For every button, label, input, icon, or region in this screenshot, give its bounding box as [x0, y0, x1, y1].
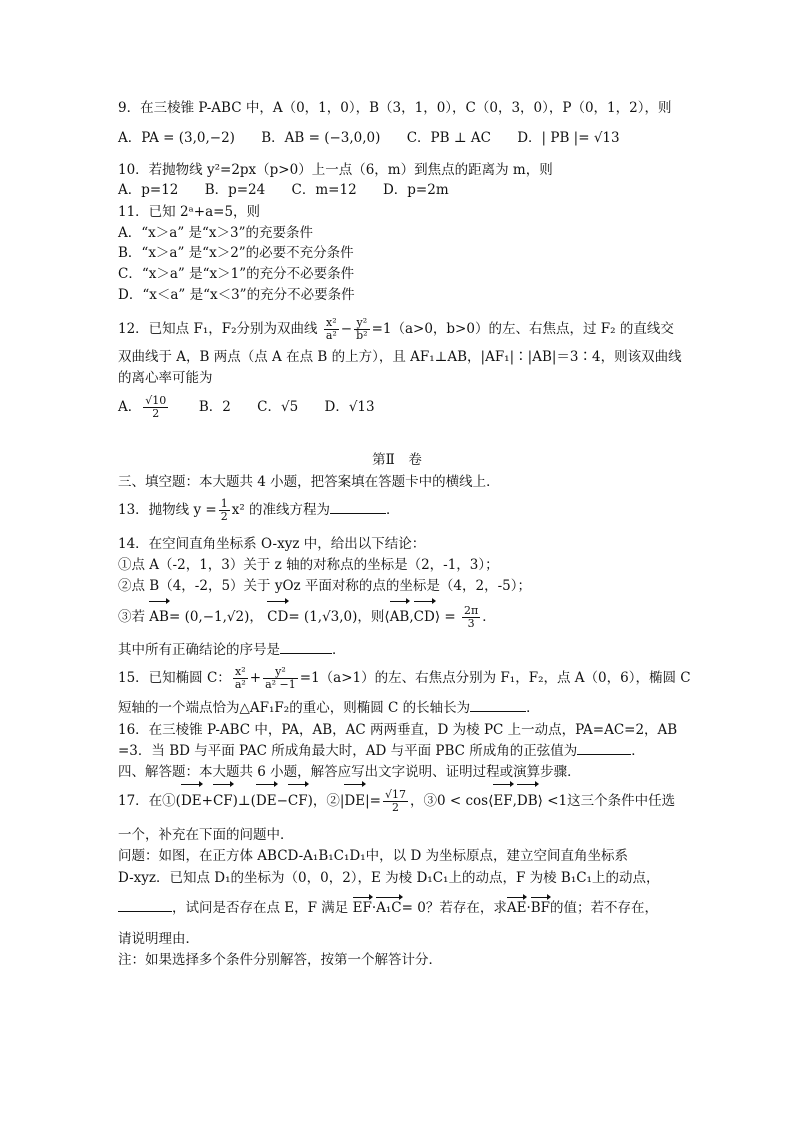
text: ．	[332, 642, 346, 658]
answer-blank	[330, 501, 386, 514]
text: ，试问是否存在点 E，F 满足	[172, 900, 349, 916]
text: +	[201, 793, 213, 809]
q12-line1: 12．已知点 F₁，F₂分别为双曲线 $\frac{\text{x²}}{\text{a²}}$ − $\frac{\text{y²}}{\text{b²}}$ =1（a>0，b>0）的左、右焦点，过 F₂ 的直线交	[118, 316, 674, 342]
text: ⟩ =	[434, 609, 456, 625]
q11-option-a: A．“x＞a” 是“x＞3”的充要条件	[118, 225, 314, 241]
vector-ab: AB	[390, 603, 410, 631]
q11-stem: 11．已知 2ᵃ+a=5，则	[118, 204, 261, 220]
q9-option-a: A．PA = (3,0,−2)	[118, 130, 235, 146]
q12-line3: 的离心率可能为	[118, 370, 213, 386]
q16-line1: 16．在三棱锥 P-ABC 中，PA，AB，AC 两两垂直，D 为棱 PC 上一动点，PA=AC=2，AB	[118, 722, 678, 738]
fraction	[263, 666, 298, 691]
text: )，②|	[307, 793, 345, 809]
text: ·	[526, 900, 531, 916]
numerator: 2π	[463, 604, 479, 617]
q12-option-b: B．2	[198, 399, 231, 415]
q12-options	[118, 392, 375, 422]
text: |=	[365, 793, 381, 809]
q17-line5	[118, 899, 658, 917]
text: +	[249, 670, 262, 686]
text: −	[276, 793, 288, 809]
denominator: a²	[325, 329, 337, 342]
text: =1（a>1）的左、右焦点分别为 F₁，F₂，点 A（0，6），椭圆 C	[299, 670, 691, 686]
q14-stem: 14．在空间直角坐标系 O-xyz 中，给出以下结论：	[118, 536, 426, 552]
q12-option-d: D．√13	[324, 399, 375, 415]
text: ③若	[118, 609, 145, 625]
answer-section-heading: 四、解答题：本大题共 6 小题，解答应写出文字说明、证明过程或演算步骤．	[118, 764, 581, 780]
q15-line2	[118, 699, 540, 717]
vector-ef: EF	[493, 786, 512, 816]
denominator: a²	[234, 678, 246, 691]
vector-a1c: A₁C	[376, 900, 402, 916]
fraction	[233, 666, 248, 691]
q17-line6: 请说明理由．	[118, 931, 199, 947]
vector-cd: CD	[414, 603, 435, 631]
denominator: 2	[220, 510, 228, 523]
fill-in-heading: 三、填空题：本大题共 4 小题，把答案填在答题卡中的横线上．	[118, 474, 500, 490]
q12-text-post: =1（a>0，b>0）的左、右焦点，过 F₂ 的直线交	[371, 321, 674, 337]
q12-option-a-label: A．	[118, 399, 142, 415]
text: ,	[409, 609, 414, 625]
vector-de: DE	[344, 786, 365, 816]
answer-blank	[470, 699, 526, 712]
answer-blank	[577, 742, 631, 755]
vector-bf: BF	[530, 900, 551, 916]
text: = (1,√3,0)，则⟨	[288, 609, 390, 625]
q9-options	[118, 129, 620, 147]
numerator: y²	[354, 317, 369, 330]
vector-ae: AE	[506, 900, 527, 916]
q14-statement-2: ②点 B（4，-2，5）关于 yOz 平面对称的点的坐标是（4，2，-5）；	[118, 578, 532, 594]
text: =3．当 BD 与平面 PAC 所成角最大时，AD 与平面 PBC 所成角的正弦值为	[118, 743, 578, 759]
q17-line2: 一个，补充在下面的问题中．	[118, 827, 294, 843]
q12-option-c: C．√5	[257, 399, 299, 415]
text: 其中所有正确结论的序号是	[118, 642, 280, 658]
q10-option-a: A．p=12	[118, 182, 179, 198]
vector-ef: EF	[352, 900, 372, 916]
text: 短轴的一个端点恰为△AF₁F₂的重心，则椭圆 C 的长轴长为	[118, 700, 471, 716]
q12-line2: 双曲线于 A，B 两点（点 A 在点 B 的上方），且 AF₁⊥AB，|AF₁|∶|AB|＝3∶4，则该双曲线	[118, 349, 682, 365]
vector-ab: AB	[149, 603, 169, 631]
q10-option-c: C．m=12	[291, 182, 357, 198]
q9-option-d: D．| PB |= √13	[517, 130, 620, 146]
numerator: √10	[145, 394, 167, 407]
fraction	[462, 605, 480, 630]
q9-option-b: B．AB = (−3,0,0)	[261, 130, 381, 146]
q13-text: 13．抛物线 y =	[118, 502, 217, 518]
q17-line4: D-xyz．已知点 D₁的坐标为（0，0，2），E 为棱 D₁C₁上的动点，F 为棱 B₁C₁上的动点，	[118, 870, 660, 886]
q13-text-post: x² 的准线方程为	[231, 502, 331, 518]
answer-blank	[280, 641, 332, 654]
q14-ask	[118, 641, 346, 659]
text: ．	[482, 609, 496, 625]
q14-statement-1: ①点 A（-2，1，3）关于 z 轴的对称点的坐标是（2，-1，3）；	[118, 557, 499, 573]
q9-stem: 9．在三棱锥 P-ABC 中，A（0，1，0），B（3，1，0），C（0，3，0），P（0，1，2），则	[118, 100, 672, 116]
denominator: 2	[152, 407, 160, 420]
fraction	[383, 789, 408, 814]
q11-option-c: C．“x＞a” 是“x＞1”的充分不必要条件	[118, 266, 355, 282]
q10-options	[118, 181, 449, 199]
numerator: x²	[233, 666, 248, 679]
vector-cf: CF	[288, 786, 308, 816]
denominator: 3	[467, 617, 475, 630]
q11-option-d: D．“x＜a” 是“x＜3”的充分不必要条件	[118, 287, 355, 303]
text: ⟩ <1这三个条件中任选	[537, 793, 676, 809]
q17-line1	[118, 786, 675, 816]
fraction	[324, 317, 339, 342]
denominator: b²	[356, 329, 368, 342]
q10-option-d: D．p=2m	[382, 182, 449, 198]
q10-option-b: B．p=24	[204, 182, 266, 198]
numerator: √17	[384, 788, 406, 801]
vector-cd: CD	[267, 603, 288, 631]
text: = 0？若存在，求	[401, 900, 507, 916]
text: ．	[526, 700, 540, 716]
q12-text: 12．已知点 F₁，F₂分别为双曲线	[118, 321, 318, 337]
text: 的值；若不存在，	[550, 900, 659, 916]
vector-cf: CF	[213, 786, 233, 816]
q12-option-a-fraction	[143, 395, 168, 420]
text: )⊥(	[232, 793, 256, 809]
q15-line1	[118, 663, 691, 693]
q14-statement-3	[118, 603, 496, 631]
text: 15．已知椭圆 C：	[118, 670, 231, 686]
text: ·	[371, 900, 377, 916]
vector-de: DE	[256, 786, 277, 816]
text: 17．在①(	[118, 793, 181, 809]
q13-end: ．	[386, 502, 400, 518]
q9-option-c: C．PB ⊥ AC	[406, 130, 491, 146]
q13	[118, 496, 400, 524]
numerator: x²	[324, 317, 339, 330]
text: ，③0 < cos⟨	[410, 793, 494, 809]
denominator: a² −1	[265, 678, 296, 691]
q17-note: 注：如果选择多个条件分别解答，按第一个解答计分．	[118, 952, 442, 968]
section-title: 第Ⅱ 卷	[372, 452, 422, 468]
numerator: 1	[220, 497, 228, 510]
fraction	[219, 498, 230, 523]
denominator: 2	[391, 801, 399, 814]
text: ．	[631, 743, 645, 759]
vector-db: DB	[517, 786, 538, 816]
text: = (0,−1,√2)，	[168, 609, 263, 625]
text: ,	[512, 793, 517, 809]
numerator: y²	[263, 666, 298, 679]
q10-stem: 10．若抛物线 y²=2px（p>0）上一点（6，m）到焦点的距离为 m，则	[118, 162, 553, 178]
condition-blank	[118, 899, 172, 912]
q17-line3: 问题：如图，在正方体 ABCD-A₁B₁C₁D₁中，以 D 为坐标原点，建立空间直角坐标系	[118, 848, 629, 864]
fraction	[354, 317, 369, 342]
q11-option-b: B．“x＞a” 是“x＞2”的必要不充分条件	[118, 245, 354, 261]
vector-de: DE	[181, 786, 202, 816]
q16-line2	[118, 742, 645, 760]
